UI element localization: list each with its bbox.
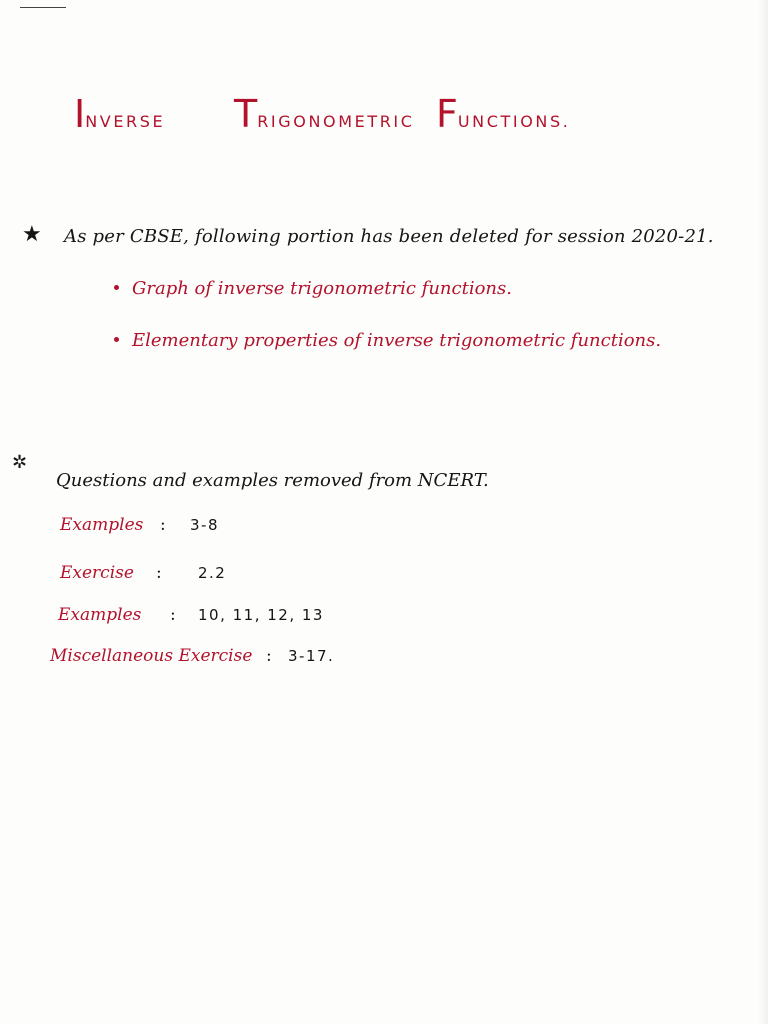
row-colon: : (156, 563, 162, 583)
title-rest-inverse: NVERSE (85, 112, 166, 131)
list-bullet (114, 337, 119, 342)
top-corner-rule (20, 7, 66, 8)
title-word-inverse (74, 92, 165, 136)
page-title (0, 86, 768, 146)
star-bullet-icon: ✲ (12, 452, 28, 473)
title-word-functions (436, 92, 570, 136)
row-value: 3-17. (288, 647, 335, 665)
row-colon: : (160, 515, 166, 535)
title-initial-t: T (234, 92, 258, 136)
row-label: Miscellaneous Exercise (50, 646, 253, 666)
row-label: Examples (60, 515, 144, 535)
row-colon: : (170, 605, 176, 625)
title-word-trigonometric (234, 92, 415, 136)
title-rest-functions: UNCTIONS. (457, 112, 571, 131)
row-value: 10, 11, 12, 13 (198, 606, 324, 624)
row-label: Examples (58, 605, 142, 625)
title-rest-trigonometric: RIGONOMETRIC (257, 112, 415, 131)
list-bullet (114, 285, 119, 290)
title-initial-f: F (436, 92, 458, 136)
title-initial-i: I (74, 92, 86, 136)
page-edge-shadow (758, 0, 768, 1024)
deleted-section-heading: As per CBSE, following portion has been deleted for session 2020-21. (64, 226, 714, 247)
row-label: Exercise (60, 563, 134, 583)
deleted-item-graph: Graph of inverse trigonometric functions. (132, 278, 512, 299)
row-value: 2.2 (198, 564, 227, 582)
removed-section-heading: Questions and examples removed from NCERT. (56, 470, 489, 491)
deleted-item-properties: Elementary properties of inverse trigonometric functions. (132, 330, 662, 351)
row-value: 3-8 (190, 516, 219, 534)
row-colon: : (266, 646, 272, 666)
star-bullet-icon: ★ (22, 222, 42, 247)
